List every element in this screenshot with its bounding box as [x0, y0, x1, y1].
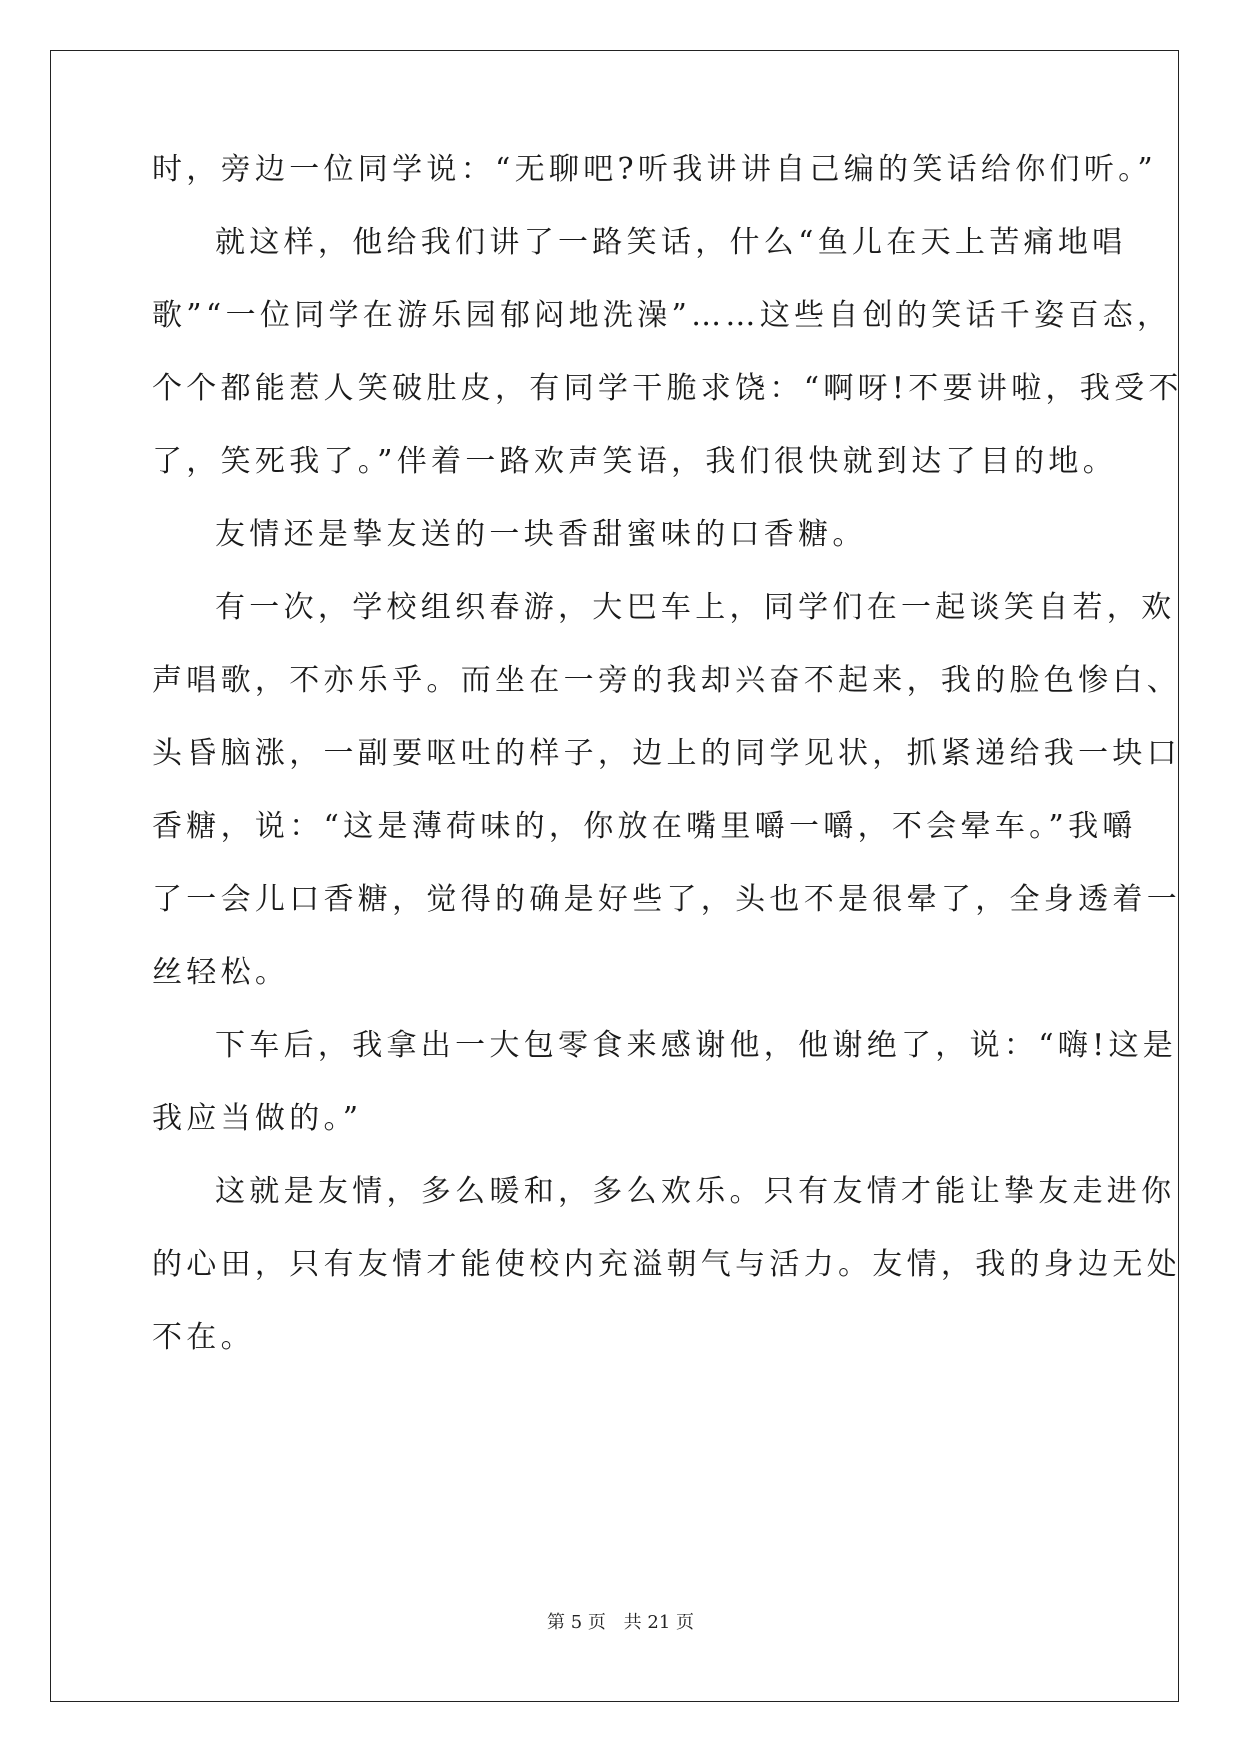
text-line: 香糖，说：“这是薄荷味的，你放在嘴里嚼一嚼，不会晕车。”我嚼 [152, 809, 1137, 844]
page-total: 共 21 页 [623, 1612, 694, 1633]
text-line: 时，旁边一位同学说：“无聊吧?听我讲讲自己编的笑话给你们听。” [152, 152, 1158, 187]
text-line: 个个都能惹人笑破肚皮，有同学干脆求饶：“啊呀!不要讲啦，我受不 [152, 371, 1183, 406]
text-line: 有一次，学校组织春游，大巴车上，同学们在一起谈笑自若，欢 [215, 590, 1176, 625]
text-line: 不在。 [152, 1320, 255, 1355]
page-footer [0, 1608, 1241, 1634]
text-line: 的心田，只有友情才能使校内充溢朝气与活力。友情，我的身边无处 [152, 1247, 1181, 1282]
page-number: 第 5 页 [547, 1612, 606, 1633]
text-line: 下车后，我拿出一大包零食来感谢他，他谢绝了，说：“嗨!这是 [215, 1028, 1178, 1063]
text-line: 我应当做的。” [152, 1101, 363, 1136]
text-line: 声唱歌，不亦乐乎。而坐在一旁的我却兴奋不起来，我的脸色惨白、 [152, 663, 1181, 698]
text-line: 了，笑死我了。”伴着一路欢声笑语，我们很快就到达了目的地。 [152, 444, 1118, 479]
text-line: 丝轻松。 [152, 955, 290, 990]
text-line: 这就是友情，多么暖和，多么欢乐。只有友情才能让挚友走进你 [215, 1174, 1176, 1209]
text-line: 头昏脑涨，一副要呕吐的样子，边上的同学见状，抓紧递给我一块口 [152, 736, 1181, 771]
text-line: 友情还是挚友送的一块香甜蜜味的口香糖。 [215, 517, 867, 552]
text-line: 了一会儿口香糖，觉得的确是好些了，头也不是很晕了，全身透着一 [152, 882, 1181, 917]
text-line: 就这样，他给我们讲了一路笑话，什么“鱼儿在天上苦痛地唱 [215, 225, 1127, 260]
text-line: 歌”“一位同学在游乐园郁闷地洗澡”……这些自创的笑话千姿百态， [152, 298, 1172, 333]
